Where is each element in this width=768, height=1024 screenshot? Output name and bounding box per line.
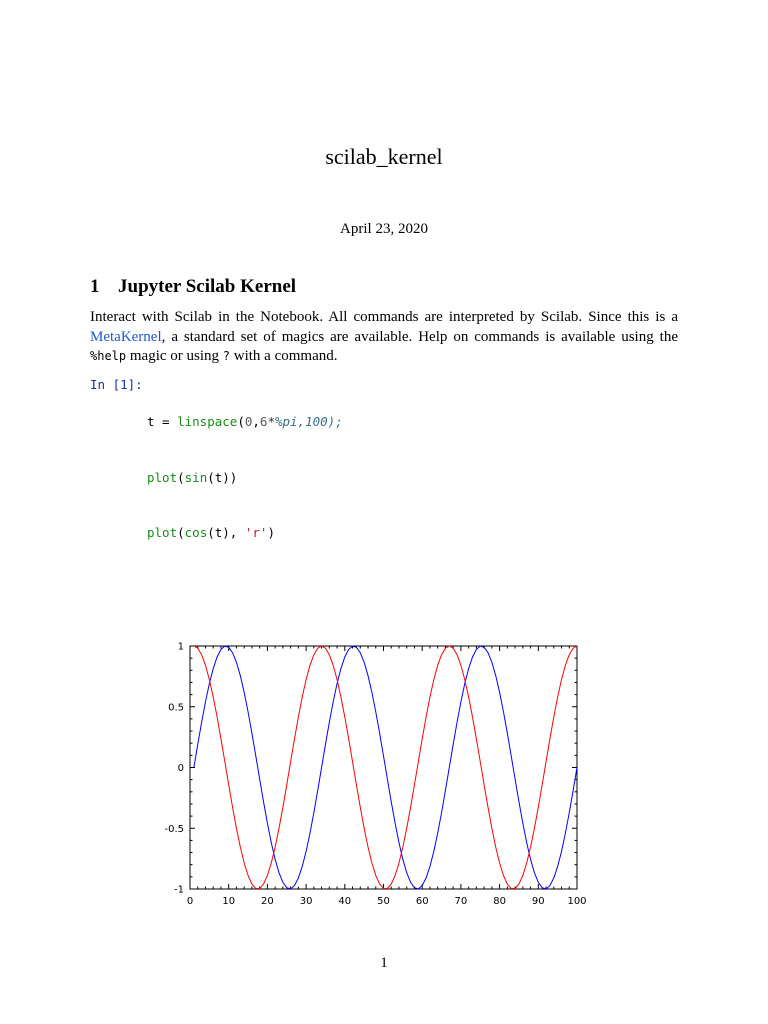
code-lines xyxy=(147,376,343,580)
code-token: (t)) xyxy=(207,469,238,485)
x-tick-label: 50 xyxy=(377,896,390,907)
y-tick-label: 0 xyxy=(177,763,184,774)
code-token: sin xyxy=(184,469,208,485)
code-line-3 xyxy=(147,524,343,543)
code-token: ( xyxy=(177,525,185,540)
plot-figure xyxy=(160,632,600,927)
code-token: linspace xyxy=(177,414,238,429)
y-tick-label: 1 xyxy=(177,641,184,653)
code-token: cos xyxy=(184,525,208,540)
paragraph-text: magic or using xyxy=(126,348,223,364)
paragraph-text: , a standard set of magics are available. Help on commands is available using the xyxy=(161,328,678,345)
section-title: Jupyter Scilab Kernel xyxy=(118,276,297,297)
code-token: , xyxy=(252,414,260,429)
code-token: ( xyxy=(237,414,245,429)
document-title: scilab_kernel xyxy=(325,144,443,169)
help-magic-code: %help xyxy=(90,349,127,363)
paragraph-text: Interact with Scilab in the Notebook. All commands are interpreted by Scilab. Since this is a xyxy=(90,309,678,325)
x-tick-label: 80 xyxy=(493,896,506,907)
paragraph-text: with a command. xyxy=(230,348,338,364)
code-token: t = xyxy=(147,414,178,429)
x-tick-label: 30 xyxy=(299,896,313,907)
input-prompt: In [1]: xyxy=(90,377,143,392)
page-number: 1 xyxy=(380,955,388,971)
document-date: April 23, 2020 xyxy=(340,221,428,237)
section-number: 1 xyxy=(90,276,100,297)
sin-cos-chart xyxy=(160,632,600,922)
y-tick-label: 0.5 xyxy=(168,702,184,714)
code-token: * xyxy=(267,414,275,429)
metakernel-link[interactable]: MetaKernel xyxy=(90,328,162,345)
plot-frame xyxy=(190,646,577,889)
section-heading xyxy=(90,274,296,300)
series-line-sint xyxy=(194,646,577,889)
x-tick-label: 90 xyxy=(531,896,545,907)
x-tick-label: 0 xyxy=(186,896,194,907)
code-token: 'r' xyxy=(244,525,268,540)
x-tick-label: 60 xyxy=(415,896,429,907)
code-token: ( xyxy=(177,469,185,485)
y-tick-label: -0.5 xyxy=(164,823,184,835)
x-tick-label: 40 xyxy=(338,896,352,907)
question-mark-code: ? xyxy=(222,349,231,363)
y-tick-label: -1 xyxy=(174,884,184,896)
x-tick-label: 70 xyxy=(454,896,468,907)
code-token: ) xyxy=(267,525,275,540)
code-token: plot xyxy=(147,525,178,540)
x-tick-label: 100 xyxy=(567,896,587,907)
x-tick-label: 20 xyxy=(261,896,274,907)
x-tick-label: 10 xyxy=(222,896,236,907)
intro-paragraph xyxy=(90,308,678,367)
code-token: 6 xyxy=(259,414,268,429)
code-token: 0 xyxy=(244,414,253,429)
code-token: (t), xyxy=(207,525,245,540)
code-line-2 xyxy=(147,469,343,488)
code-token: %pi,100); xyxy=(274,414,343,429)
code-token: plot xyxy=(147,469,178,485)
code-line-1 xyxy=(147,413,343,432)
